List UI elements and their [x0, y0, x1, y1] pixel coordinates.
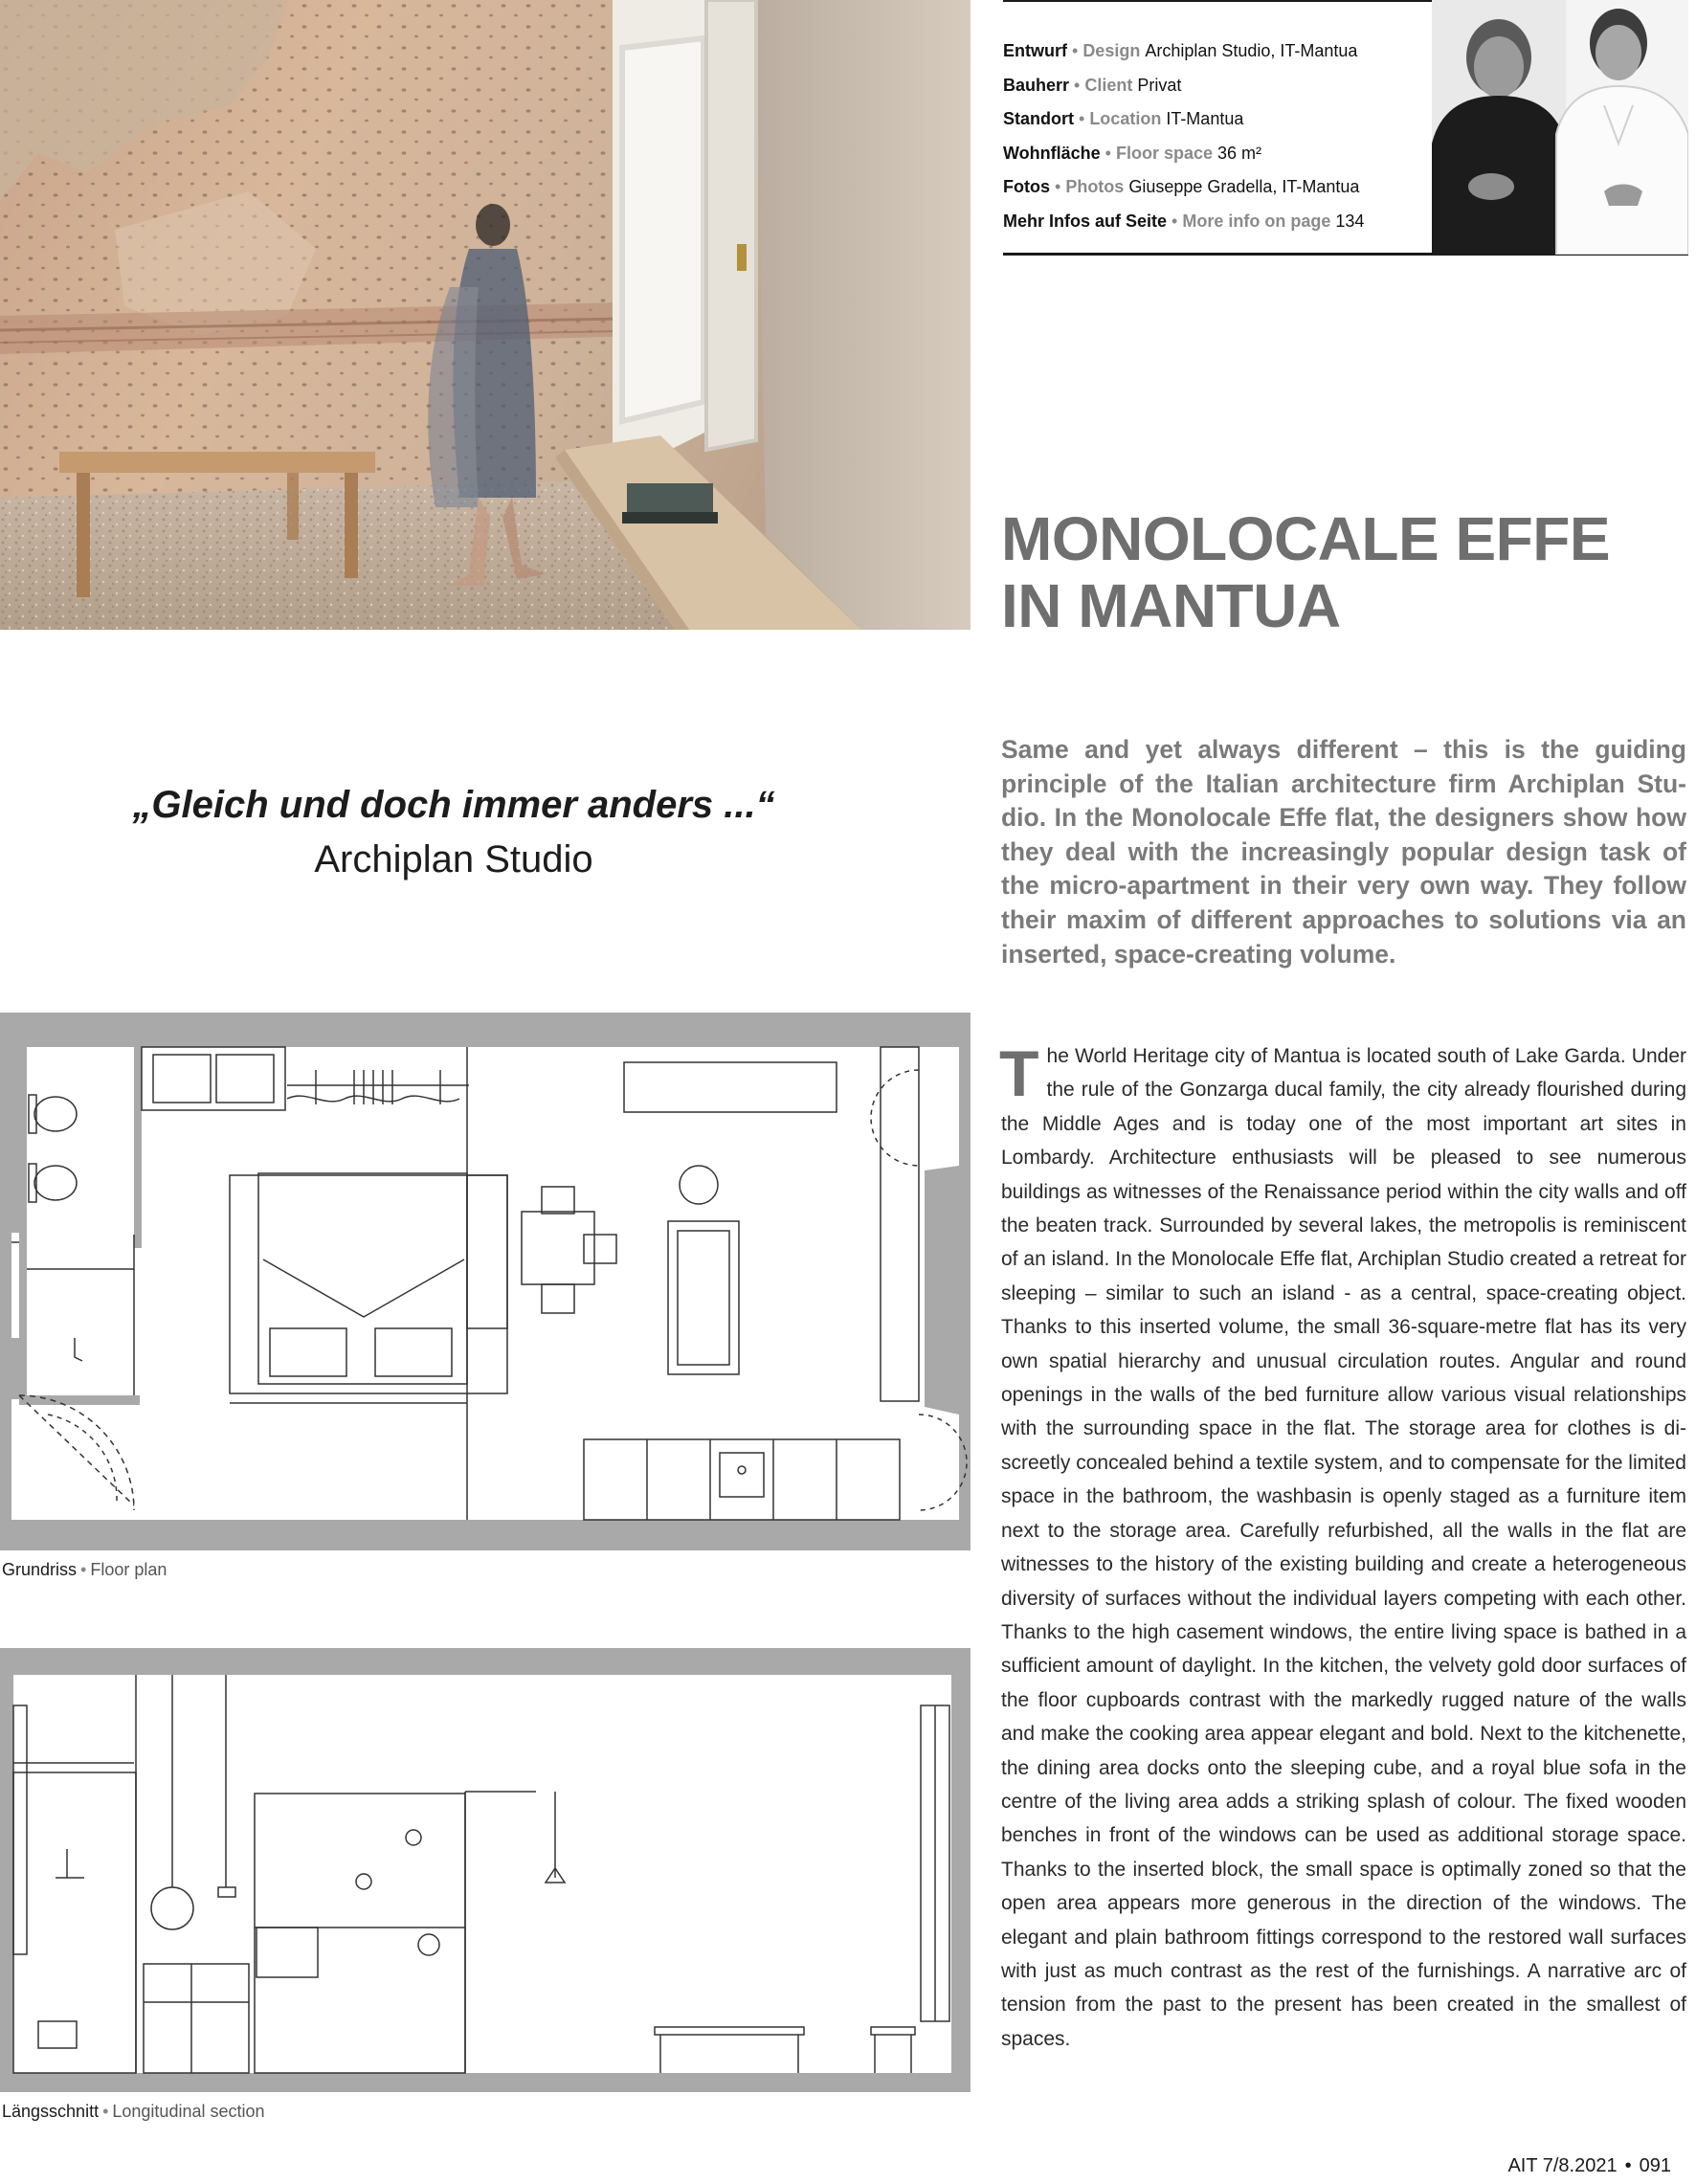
- section-caption: Längsschnitt • Longitudinal section: [2, 2102, 265, 2121]
- pull-quote: [29, 777, 879, 886]
- page-number: 091: [1639, 2155, 1671, 2176]
- architects-portrait-photo: [1432, 0, 1688, 255]
- project-credits: [1003, 34, 1424, 238]
- floor-plan-drawing: [0, 1013, 971, 1550]
- article-headline: [1001, 505, 1671, 639]
- credit-client: Bauherr • Client Privat: [1003, 75, 1182, 95]
- credit-more-info: Mehr Infos auf Seite • More info on page 134: [1003, 211, 1365, 231]
- quote-author: Archiplan Studio: [314, 838, 593, 880]
- credit-design: Entwurf • Design Archiplan Studio, IT-Mantua: [1003, 41, 1358, 60]
- credit-location: Standort • Location IT-Mantua: [1003, 109, 1244, 128]
- page-folio: AIT 7/8.2021 • 091: [1507, 2155, 1671, 2176]
- hero-photo: [0, 0, 971, 630]
- credit-floor-space: Wohnfläche • Floor space 36 m²: [1003, 143, 1262, 163]
- quote-text: „Gleich und doch immer anders ...“: [132, 784, 775, 826]
- body-paragraph: he World Heritage city of Mantua is located south of Lake Garda. Under the rule of the Gonzarga ducal family, the city already flourished during the Middle Ages and is today one of the most important art sites in Lombardy. Architecture enthusiasts will be pleased to see numerous buildings as witnesses of the Renaissance period within the city walls and off the beaten track. Surrounded by several lakes, the metropolis is reminiscent of an island. In the Monolocale Effe flat, Archiplan Studio created a retreat for sleeping – similar to such an island - as a central, space-creating object. Thanks to this inserted volume, the small 36-square-metre flat has its very own spatial hierarchy and unusual circulation routes. Angular and round openings in the walls of the bed furniture allow various visual relationships with the surrounding space in the flat. The storage area for clothes is discreetly concealed behind a textile system, and to compensate for the limited space in the bathroom, the washbasin is openly staged as a furniture item next to the storage area. Carefully refurbished, all the walls in the flat are witnesses to the history of the existing building and create a heterogeneous diversity of surfaces without the individual layers competing with each other. Thanks to the high casement windows, the entire living space is bathed in a sufficient amount of daylight. In the kitchen, the velvety gold door surfaces of the floor cupboards contrast with the markedly rugged nature of the walls and make the cooking area appear elegant and bold. Next to the kitchenette, the dining area docks onto the sleeping cube, and a royal blue sofa in the centre of the living area adds a striking splash of colour. The fixed wooden benches in front of the windows can be used as additional storage space. Thanks to the inserted block, the small space is optimally zoned so that the open area appears more generous in the direction of the windows. The elegant and plain bathroom fittings correspond to the restored wall surfaces with just as much contrast as the rest of the furnishings. A narrative arc of tension from the past to the present has been created in the smallest of spaces.: [1001, 1045, 1686, 2050]
- headline-line-1: MONOLOCALE EFFE: [1001, 504, 1611, 573]
- body-text: [1001, 1039, 1686, 2056]
- headline-line-2: IN MANTUA: [1001, 571, 1341, 640]
- drop-cap: T: [999, 1037, 1039, 1110]
- credits-top-rule: [1003, 0, 1432, 2]
- credit-photos: Fotos • Photos Giuseppe Gradella, IT-Mantua: [1003, 177, 1360, 196]
- floor-plan-caption: Grundriss • Floor plan: [2, 1560, 167, 1579]
- lead-paragraph: Same and yet always different – this is the guiding principle of the Italian architecture firm Archiplan Studio. In the Monolocale Effe flat, the designers show how they deal with the increasingly popular design task of the micro-apartment in their very own way. They follow their maxim of different approaches to solutions via an inserted, space-creating volume.: [1001, 735, 1686, 969]
- longitudinal-section-drawing: [0, 1648, 971, 2092]
- issue-label: AIT 7/8.2021: [1507, 2155, 1618, 2176]
